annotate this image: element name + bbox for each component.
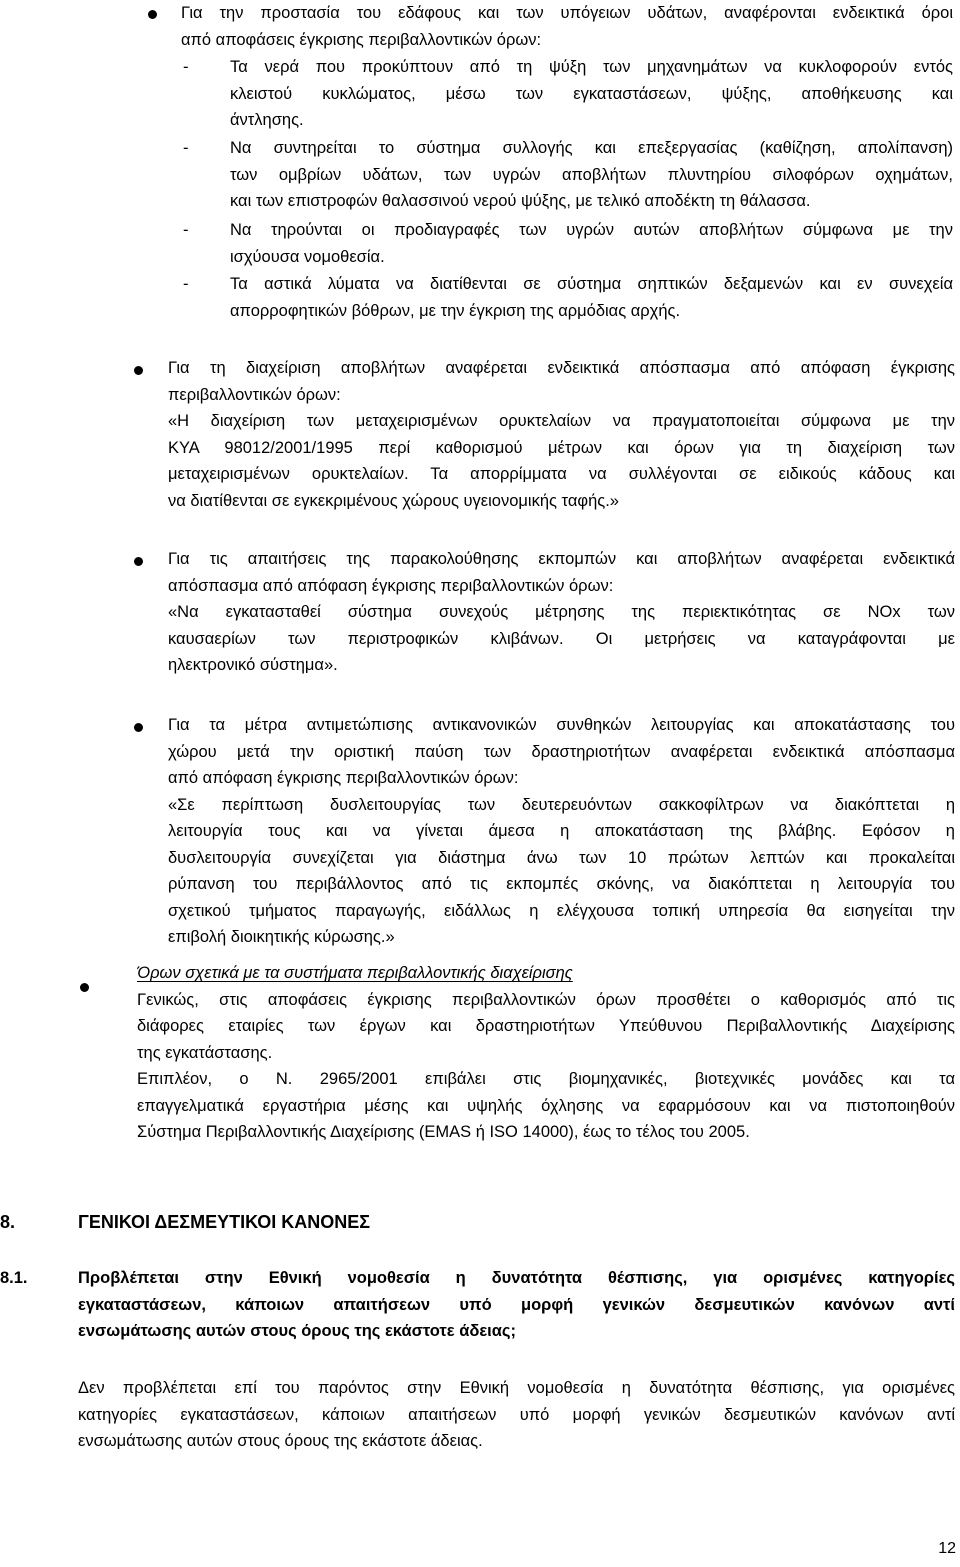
- text-line: επιβολή διοικητικής κύρωσης.»: [168, 928, 395, 946]
- text-line: κλειστού κυκλώματος, μέσω των εγκαταστάσεων, ψύξης, αποθήκευσης και: [230, 84, 953, 103]
- text-line: να διατίθενται σε εγκεκριμένους χώρους υγειονομικής ταφής.»: [168, 491, 619, 510]
- text-line: άντλησης.: [230, 111, 304, 129]
- text-line: Επιπλέον, ο Ν. 2965/2001 επιβάλει στις βιομηχανικές, βιοτεχνικές μονάδες και τα: [137, 1070, 955, 1088]
- page-number: 12: [938, 1540, 956, 1557]
- text-line: Για τα μέτρα αντιμετώπισης αντικανονικών συνθηκών λειτουργίας και αποκατάστασης του: [168, 716, 955, 734]
- dash-item-2: [230, 135, 953, 215]
- text-line: ΚΥΑ 98012/2001/1995 περί καθορισμού μέτρων και όρων για τη διαχείριση των: [168, 438, 955, 457]
- bullet-5-heading: Όρων σχετικά με τα συστήματα περιβαλλοντικής διαχείρισης: [137, 964, 573, 982]
- text-line: «Η διαχείριση των μεταχειρισμένων ορυκτελαίων να πραγματοποιείται σύμφωνα με την: [168, 412, 955, 430]
- text-line: ενσωμάτωσης αυτών στους όρους της εκάστοτε άδειας;: [78, 1322, 516, 1340]
- text-line: «Σε περίπτωση δυσλειτουργίας των δευτερευόντων σακκοφίλτρων να διακόπτεται η: [168, 795, 955, 814]
- text-line: από απόφαση έγκρισης περιβαλλοντικών όρων:: [168, 769, 519, 787]
- text-line: Για τη διαχείριση αποβλήτων αναφέρεται ενδεικτικά απόσπασμα από απόφαση έγκρισης: [168, 359, 955, 377]
- bullet-5-text: [137, 960, 955, 1146]
- text-line: χώρου μετά την οριστική παύση των δραστηριοτήτων αναφέρεται ενδεικτικά απόσπασμα: [168, 742, 955, 761]
- section-8-number: 8.: [0, 1212, 16, 1232]
- text-line: σχετικού τμήματος παραγωγής, ειδάλλως η ελέγχουσα τοπική υπηρεσία θα εισηγείται την: [168, 901, 955, 920]
- dash-marker: -: [183, 139, 189, 157]
- bullet-1-text: [181, 0, 953, 53]
- text-line: ρύπανση του περιβάλλοντος από τις εκπομπές σκόνης, να διακόπτεται η λειτουργία του: [168, 875, 955, 893]
- text-line: Δεν προβλέπεται επί του παρόντος στην Εθνική νομοθεσία η δυνατότητα θέσπισης, για ορισμένες: [78, 1379, 955, 1397]
- bullet-2: [134, 366, 143, 375]
- bullet-2-text: [168, 355, 955, 514]
- text-line: απορροφητικών βόθρων, με την έγκριση της αρμόδιας αρχής.: [230, 301, 681, 320]
- text-line: Για την προστασία του εδάφους και των υπόγειων υδάτων, αναφέρονται ενδεικτικά όροι: [181, 4, 953, 22]
- bullet-5: [80, 983, 89, 992]
- text-line: και των επιστροφών θαλασσινού νερού ψύξης, με τελικό αποδέκτη τη θάλασσα.: [230, 192, 811, 210]
- text-line: Σύστημα Περιβαλλοντικής Διαχείρισης (EMAS ή ISO 14000), έως το τέλος του 2005.: [137, 1123, 750, 1141]
- text-line: από αποφάσεις έγκρισης περιβαλλοντικών όρων:: [181, 30, 542, 49]
- text-line: Τα αστικά λύματα να διατίθενται σε σύστημα σηπτικών δεξαμενών και εν συνεχεία: [230, 275, 953, 293]
- bullet-3-text: [168, 546, 955, 679]
- text-line: διάφορες εταιρίες των έργων και δραστηριοτήτων Υπεύθυνου Περιβαλλοντικής Διαχείρισης: [137, 1017, 955, 1035]
- text-line: των ομβρίων υδάτων, των υγρών αποβλήτων πλυντηρίου σιλοφόρων οχημάτων,: [230, 165, 953, 184]
- section-8-1-answer: [78, 1375, 955, 1455]
- text-line: απόσπασμα από απόφαση έγκρισης περιβαλλοντικών όρων:: [168, 576, 614, 595]
- dash-marker: -: [183, 58, 189, 76]
- text-line: δυσλειτουργία συνεχίζεται για διάστημα άνω των 10 πρώτων λεπτών και προκαλείται: [168, 848, 955, 867]
- text-line: κατηγορίες εγκαταστάσεων, κάποιων απαιτήσεων υπό μορφή γενικών δεσμευτικών κανόνων αντί: [78, 1405, 955, 1424]
- text-line: μεταχειρισμένων ορυκτελαίων. Τα απορρίμματα να συλλέγονται σε ειδικούς κάδους και: [168, 465, 955, 483]
- text-line: Για τις απαιτήσεις της παρακολούθησης εκπομπών και αποβλήτων αναφέρεται ενδεικτικά: [168, 550, 955, 568]
- text-line: εγκαταστάσεων, κάποιων απαιτήσεων υπό μορφή γενικών δεσμευτικών κανόνων αντί: [78, 1295, 955, 1314]
- dash-marker: -: [183, 275, 189, 293]
- text-line: «Να εγκατασταθεί σύστημα συνεχούς μέτρησης της περιεκτικότητας σε ΝΟx των: [168, 603, 955, 621]
- section-8-1-number: 8.1.: [0, 1269, 28, 1287]
- section-8-1-question: [78, 1265, 955, 1345]
- dash-marker: -: [183, 221, 189, 239]
- text-line: ηλεκτρονικό σύστημα».: [168, 656, 338, 674]
- dash-item-1: [230, 54, 953, 134]
- text-line: Να συντηρείται το σύστημα συλλογής και επεξεργασίας (καθίζηση, απολίπανση): [230, 139, 953, 157]
- text-line: ενσωμάτωσης αυτών στους όρους της εκάστοτε άδειας.: [78, 1432, 483, 1450]
- text-line: Προβλέπεται στην Εθνική νομοθεσία η δυνατότητα θέσπισης, για ορισμένες κατηγορίες: [78, 1269, 955, 1287]
- dash-item-3: [230, 217, 953, 270]
- bullet-1: [148, 10, 157, 19]
- text-line: περιβαλλοντικών όρων:: [168, 385, 341, 404]
- dash-item-4: [230, 271, 953, 324]
- text-line: Να τηρούνται οι προδιαγραφές των υγρών αυτών αποβλήτων σύμφωνα με την: [230, 221, 953, 239]
- bullet-3: [134, 557, 143, 566]
- section-8-title: ΓΕΝΙΚΟΙ ΔΕΣΜΕΥΤΙΚΟΙ ΚΑΝΟΝΕΣ: [78, 1212, 371, 1232]
- bullet-4-text: [168, 712, 955, 951]
- text-line: λειτουργία τους και να γίνεται άμεσα η αποκατάσταση της βλάβης. Εφόσον η: [168, 822, 955, 840]
- text-line: Γενικώς, στις αποφάσεις έγκρισης περιβαλλοντικών όρων προσθέτει ο καθορισμός από τις: [137, 990, 955, 1009]
- text-line: επαγγελματικά εργαστήρια μέσης και υψηλής όχλησης να εφαρμόσουν και να πιστοποιηθούν: [137, 1096, 955, 1115]
- text-line: ισχύουσα νομοθεσία.: [230, 247, 385, 266]
- text-line: Τα νερά που προκύπτουν από τη ψύξη των μηχανημάτων να κυκλοφορούν εντός: [230, 58, 953, 76]
- text-line: καυσαερίων των περιστροφικών κλιβάνων. Οι μετρήσεις να καταγράφονται με: [168, 629, 955, 648]
- bullet-4: [134, 723, 143, 732]
- text-line: της εγκατάστασης.: [137, 1043, 273, 1062]
